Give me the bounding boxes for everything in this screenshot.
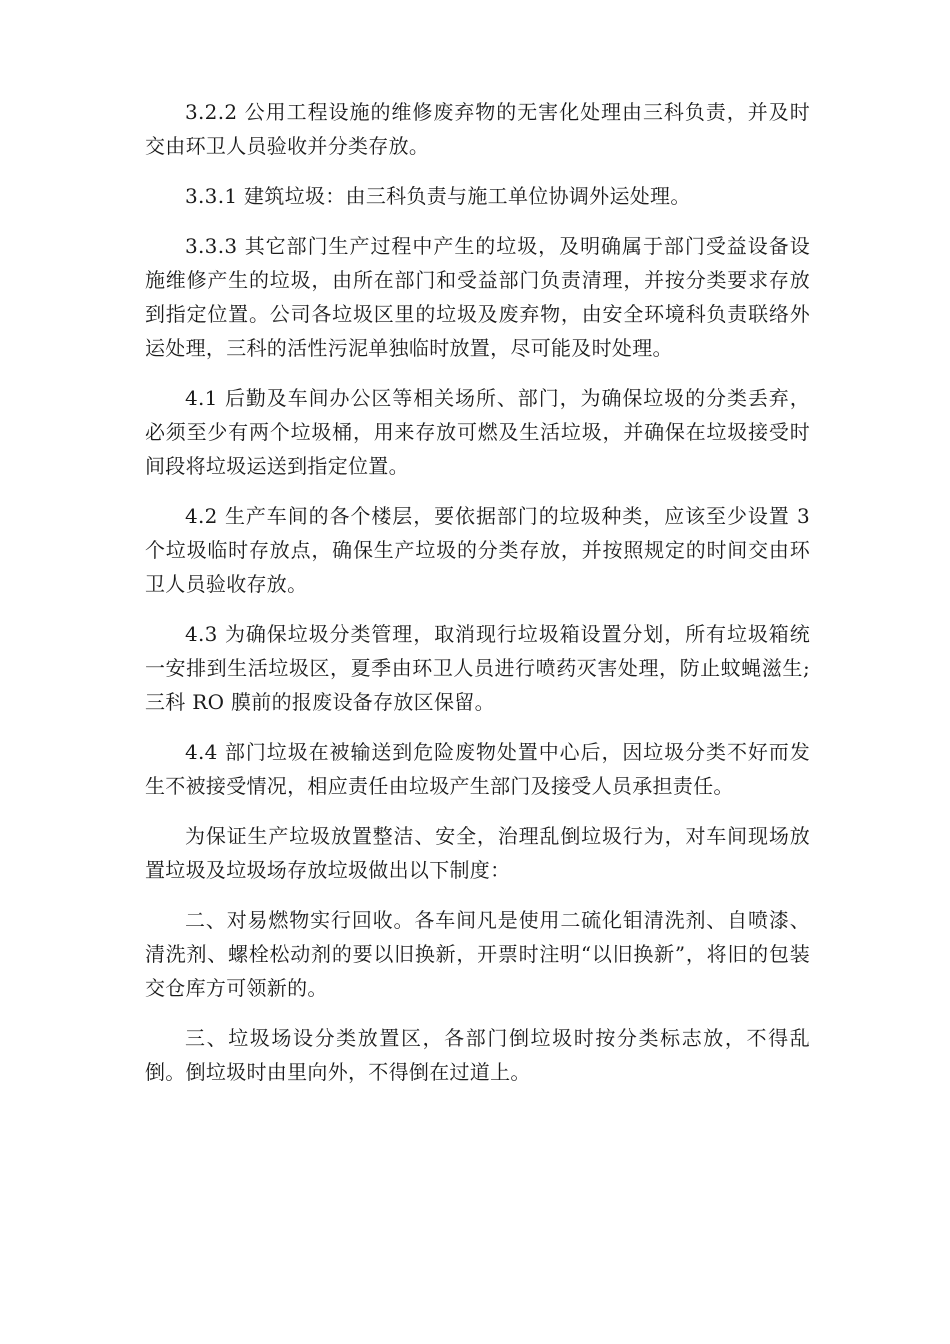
paragraph-3-2-2: 3.2.2 公用工程设施的维修废弃物的无害化处理由三科负责，并及时交由环卫人员验收并分类存放。 xyxy=(145,100,810,158)
paragraph-3-3-1: 3.3.1 建筑垃圾：由三科负责与施工单位协调外运处理。 xyxy=(185,184,691,208)
paragraph-4-2: 4.2 生产车间的各个楼层，要依据部门的垃圾种类，应该至少设置 3 个垃圾临时存放点，确保生产垃圾的分类存放，并按照规定的时间交由环卫人员验收存放。 xyxy=(145,504,810,596)
paragraph-3-3-3: 3.3.3 其它部门生产过程中产生的垃圾，及明确属于部门受益设备设施维修产生的垃圾，由所在部门和受益部门负责清理，并按分类要求存放到指定位置。公司各垃圾区里的垃圾及废弃物，由安全环境科负责联络外运处理，三科的活性污泥单独临时放置，尽可能及时处理。 xyxy=(145,234,810,360)
paragraph-4-3: 4.3 为确保垃圾分类管理，取消现行垃圾箱设置分划，所有垃圾箱统一安排到生活垃圾区，夏季由环卫人员进行喷药灭害处理，防止蚊蝇滋生;三科 RO 膜前的报废设备存放区保留。 xyxy=(145,622,810,714)
paragraph-rule-3: 三、垃圾场设分类放置区，各部门倒垃圾时按分类标志放，不得乱倒。倒垃圾时由里向外，不得倒在过道上。 xyxy=(145,1026,810,1084)
paragraph-rule-2: 二、对易燃物实行回收。各车间凡是使用二硫化钼清洗剂、自喷漆、清洗剂、螺栓松动剂的要以旧换新，开票时注明“以旧换新”，将旧的包装交仓库方可领新的。 xyxy=(145,908,810,1000)
paragraph-4-4: 4.4 部门垃圾在被输送到危险废物处置中心后，因垃圾分类不好而发生不被接受情况，相应责任由垃圾产生部门及接受人员承担责任。 xyxy=(145,740,810,798)
document-body xyxy=(145,95,810,1105)
paragraph-4-1: 4.1 后勤及车间办公区等相关场所、部门，为确保垃圾的分类丢弃，必须至少有两个垃圾桶，用来存放可燃及生活垃圾，并确保在垃圾接受时间段将垃圾运送到指定位置。 xyxy=(145,386,810,478)
paragraph-intro-rules: 为保证生产垃圾放置整洁、安全，治理乱倒垃圾行为，对车间现场放置垃圾及垃圾场存放垃圾做出以下制度： xyxy=(145,824,810,882)
